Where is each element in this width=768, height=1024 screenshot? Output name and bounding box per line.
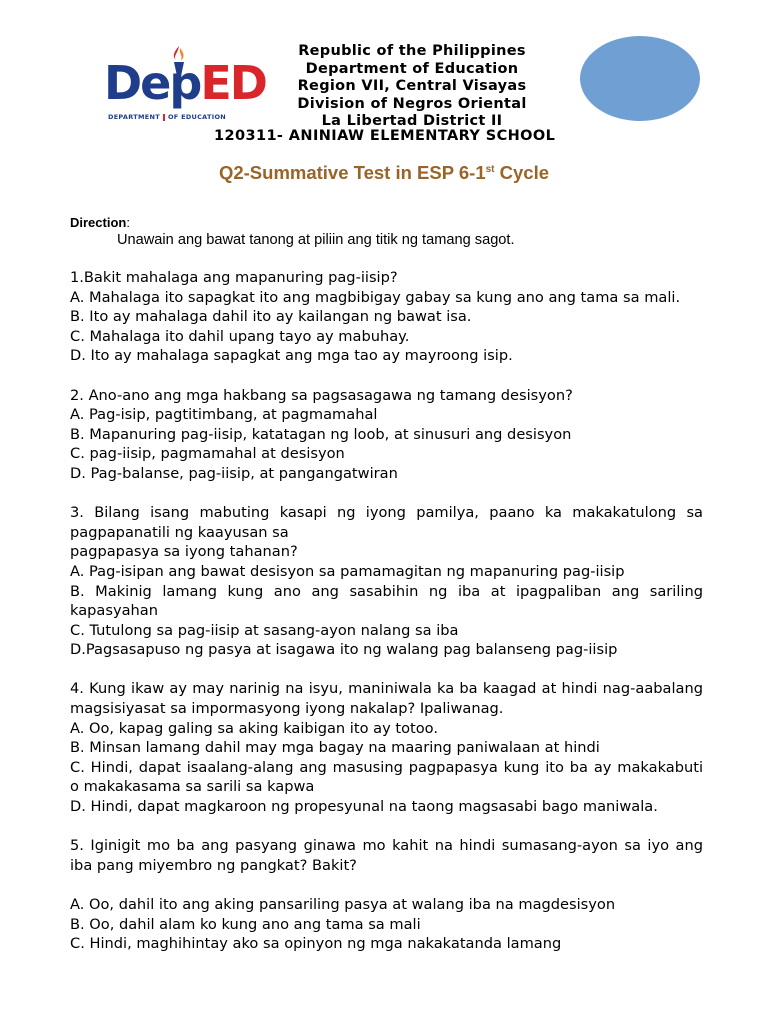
logo-dep-text: Dep xyxy=(104,56,201,110)
q5-option-c: C. Hindi, maghihintay ako sa opinyon ng mga nakakatanda lamang xyxy=(70,935,562,953)
logo-subtitle xyxy=(108,113,226,121)
q3-option-a: A. Pag-isipan ang bawat desisyon sa pamamagitan ng mapanuring pag-iisip xyxy=(70,562,625,580)
q1-option-b: B. Ito ay mahalaga dahil ito ay kailangan ng bawat isa. xyxy=(70,308,472,326)
spacer xyxy=(70,366,703,386)
question-3-cont: pagpapasya sa iyong tahanan? xyxy=(70,543,298,561)
logo-divider xyxy=(163,114,165,121)
direction-text: Unawain ang bawat tanong at piliin ang titik ng tamang sagot. xyxy=(117,232,515,248)
q2-option-c: C. pag-iisip, pagmamahal at desisyon xyxy=(70,445,345,463)
q5-option-a: A. Oo, dahil ito ang aking pansariling pasya at walang iba na magdesisyon xyxy=(70,896,616,913)
question-3: 3. Bilang isang mabuting kasapi ng iyong pamilya, paano ka makakatulong sa pagpapanatili ng kaayusan sa xyxy=(70,504,703,541)
direction-label xyxy=(70,215,130,230)
logo-sub-right: OF EDUCATION xyxy=(167,113,227,121)
logo-sub-left: DEPARTMENT xyxy=(108,113,160,121)
q2-option-b: B. Mapanuring pag-iisip, katatagan ng loob, at sinusuri ang desisyon xyxy=(70,425,572,443)
q4-option-d: D. Hindi, dapat magkaroon ng propesyunal na taong magsasabi bago maniwala. xyxy=(70,798,658,816)
org-line-division: Division of Negros Oriental xyxy=(297,95,527,112)
org-line-region: Region VII, Central Visayas xyxy=(297,78,527,95)
logo-ed-text: ED xyxy=(200,56,266,110)
deped-wordmark xyxy=(104,56,266,110)
q4-option-a: A. Oo, kapag galing sa aking kaibigan ito ay totoo. xyxy=(70,719,438,737)
test-title xyxy=(0,162,768,184)
q3-option-c: C. Tutulong sa pag-iisip at sasang-ayon nalang sa iba xyxy=(70,621,459,639)
direction-colon: : xyxy=(126,215,130,230)
q2-option-a: A. Pag-isip, pagtitimbang, at pagmamahal xyxy=(70,406,378,424)
q3-option-b: B. Makinig lamang kung ano ang sasabihin ng iba at ipagpaliban ang sariling kapasyahan xyxy=(70,582,703,620)
q1-option-c: C. Mahalaga ito dahil upang tayo ay mabuhay. xyxy=(70,327,410,345)
title-sup: st xyxy=(485,163,495,175)
spacer xyxy=(70,660,703,680)
spacer xyxy=(70,875,703,895)
organization-block xyxy=(262,43,562,131)
question-4: 4. Kung ikaw ay may narinig na isyu, maniniwala ka ba kaagad at hindi nag-aabalang magsisiyasat sa impormasyong iyong nakalap? Ipaliwanag. xyxy=(70,680,703,718)
title-main: Q2-Summative Test in ESP 6-1 xyxy=(218,162,486,183)
document-header xyxy=(0,0,768,150)
question-1: 1.Bakit mahalaga ang mapanuring pag-iisip? xyxy=(70,269,398,286)
questions-body xyxy=(70,268,703,954)
org-line-department: Department of Education xyxy=(305,60,519,77)
school-name: 120311- ANINIAW ELEMENTARY SCHOOL xyxy=(214,128,556,144)
question-5: 5. Iginigit mo ba ang pasyang ginawa mo kahit na hindi sumasang-ayon sa iyo ang iba pang miyembro ng pangkat? Bakit? xyxy=(70,837,703,874)
school-logo-placeholder xyxy=(580,36,700,121)
question-2: 2. Ano-ano ang mga hakbang sa pagsasagawa ng tamang desisyon? xyxy=(70,386,573,404)
q1-option-a: A. Mahalaga ito sapagkat ito ang magbibigay gabay sa kung ano ang tama sa mali. xyxy=(70,288,681,306)
q4-option-c: C. Hindi, dapat isaalang-alang ang masusing pagpapasya kung ito ba ay makakabuti o makakasama sa sarili sa kapwa xyxy=(70,758,703,796)
org-line-district: La Libertad District II xyxy=(321,113,503,130)
org-line-republic: Republic of the Philippines xyxy=(298,43,526,59)
spacer xyxy=(70,484,703,504)
spacer xyxy=(70,817,703,837)
direction-label-text: Direction xyxy=(70,215,127,230)
q5-option-b: B. Oo, dahil alam ko kung ano ang tama sa mali xyxy=(70,915,421,933)
q4-option-b: B. Minsan lamang dahil may mga bagay na maaring paniwalaan at hindi xyxy=(70,739,600,757)
deped-logo xyxy=(104,44,264,126)
q3-option-d: D.Pagsasapuso ng pasya at isagawa ito ng walang pag balanseng pag-iisip xyxy=(70,641,618,659)
title-rest: Cycle xyxy=(494,162,550,183)
q1-option-d: D. Ito ay mahalaga sapagkat ang mga tao ay mayroong isip. xyxy=(70,347,513,365)
q2-option-d: D. Pag-balanse, pag-iisip, at pangangatwiran xyxy=(70,464,398,482)
